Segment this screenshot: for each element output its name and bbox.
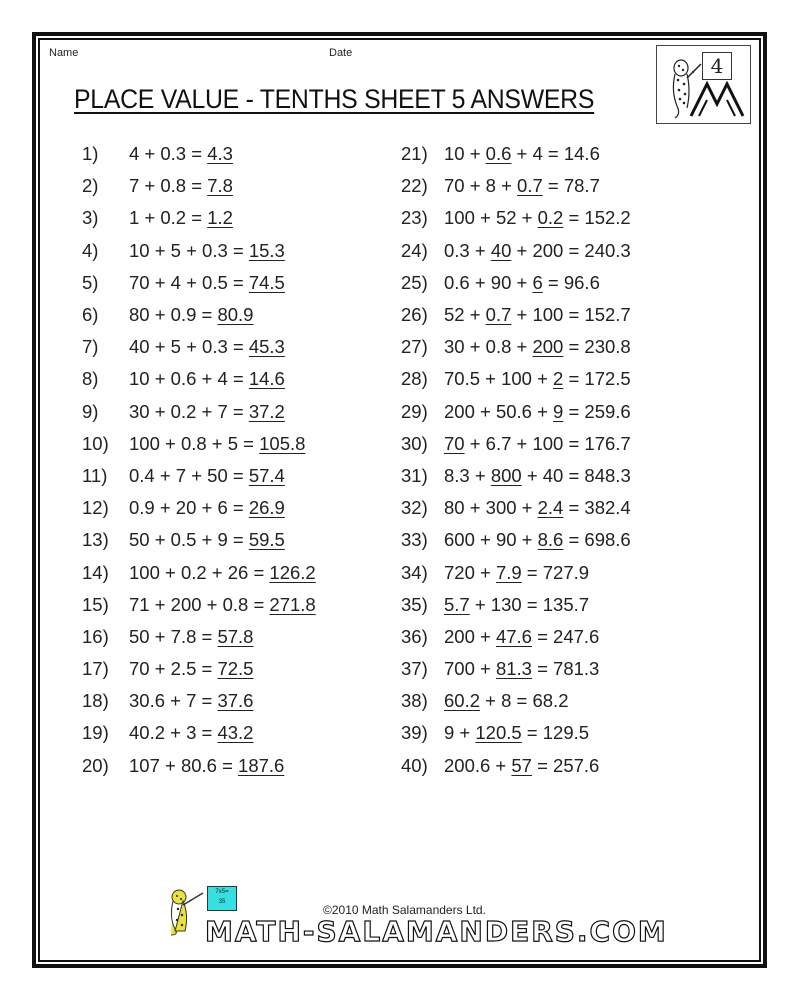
problem-number: 17) (82, 658, 109, 680)
problem-row (401, 299, 631, 331)
equation-post: = 152.2 (563, 207, 631, 229)
equation (129, 336, 285, 358)
answer-value: 120.5 (475, 722, 522, 744)
answer-value: 14.6 (248, 368, 285, 390)
problem-row (82, 138, 316, 170)
equation-pre: 30.6 + 7 = (129, 690, 218, 712)
equation-pre: 100 + 0.8 + 5 = (129, 432, 260, 454)
equation-post: = 259.6 (563, 400, 631, 422)
salamander-mascot-icon (165, 887, 205, 937)
equation-pre: 9 + (444, 722, 476, 744)
answer-value: 2 (553, 368, 564, 390)
equation-pre: 720 + (444, 561, 496, 583)
equation-post: = 230.8 (563, 336, 631, 358)
equation-post: + 130 = 135.7 (469, 593, 590, 615)
problem-number: 29) (401, 400, 428, 422)
equation (444, 368, 631, 390)
equation-post: = 172.5 (563, 368, 631, 390)
equation-pre: 30 + 0.8 + (444, 336, 533, 358)
problem-row (82, 363, 316, 395)
equation-pre: 10 + 0.6 + 4 = (129, 368, 249, 390)
problem-number: 10) (82, 432, 109, 454)
answer-value: 0.6 (485, 143, 512, 165)
problem-number: 21) (401, 143, 428, 165)
answer-value: 26.9 (248, 497, 285, 519)
problem-number: 27) (401, 336, 428, 358)
problem-number: 7) (82, 336, 99, 358)
problem-number: 34) (401, 561, 428, 583)
equation (444, 207, 631, 229)
equation (444, 497, 631, 519)
problem-number: 5) (82, 271, 99, 293)
equation-pre: 70 + 2.5 = (129, 658, 218, 680)
problem-number: 14) (82, 561, 109, 583)
equation (129, 368, 285, 390)
problem-row (401, 653, 631, 685)
equation-post: + 8 = 68.2 (480, 690, 569, 712)
equation-post: = 78.7 (542, 175, 600, 197)
problem-number: 11) (82, 464, 108, 486)
equation (129, 465, 285, 487)
problem-row (82, 653, 316, 685)
problem-number: 9) (82, 400, 99, 422)
equation (129, 626, 253, 648)
equation-pre: 700 + (444, 658, 496, 680)
problem-row (401, 235, 631, 267)
equation (129, 690, 253, 712)
answer-value: 72.5 (217, 658, 254, 680)
equation-post: + 4 = 14.6 (511, 143, 600, 165)
answer-value: 57.4 (248, 464, 285, 486)
problem-row (401, 492, 631, 524)
answer-value: 271.8 (269, 593, 316, 615)
answer-value: 800 (490, 464, 522, 486)
problem-number: 4) (82, 239, 99, 261)
footer-chalkboard (207, 886, 237, 911)
problem-row (82, 396, 316, 428)
answer-value: 8.6 (537, 529, 564, 551)
problem-number: 32) (401, 497, 428, 519)
answer-value: 6 (532, 271, 543, 293)
equation (444, 272, 600, 294)
equation-pre: 70 + 4 + 0.5 = (129, 271, 249, 293)
site-logo-text: MATH-SALAMANDERS.COM (205, 915, 668, 948)
equation-post: + 100 = 152.7 (511, 304, 631, 326)
answer-value: 59.5 (248, 529, 285, 551)
problem-row (82, 170, 316, 202)
equation (129, 755, 284, 777)
salamander-logo (656, 45, 751, 124)
equation (444, 433, 631, 455)
equation (444, 304, 631, 326)
problem-number: 30) (401, 432, 428, 454)
problem-number: 20) (82, 754, 109, 776)
problem-number: 33) (401, 529, 428, 551)
problem-row (401, 202, 631, 234)
equation-pre: 10 + 5 + 0.3 = (129, 239, 249, 261)
answer-value: 57.8 (217, 625, 254, 647)
equation-post: = 698.6 (563, 529, 631, 551)
equation (444, 336, 631, 358)
equation-pre: 80 + 0.9 = (129, 304, 218, 326)
equation (444, 626, 599, 648)
equation-pre: 100 + 0.2 + 26 = (129, 561, 270, 583)
equation-pre: 80 + 300 + (444, 497, 538, 519)
equation-post: + 40 = 848.3 (521, 464, 631, 486)
equation-post: = 96.6 (542, 271, 600, 293)
problem-row (82, 202, 316, 234)
problem-row (82, 267, 316, 299)
equation-post: = 257.6 (531, 754, 600, 776)
answer-value: 0.7 (517, 175, 543, 197)
answer-value: 0.7 (485, 304, 512, 326)
equation-pre: 10 + (444, 143, 486, 165)
answer-value: 4.3 (207, 143, 233, 165)
answer-value: 57 (511, 754, 532, 776)
problem-number: 13) (82, 529, 109, 551)
problem-row (401, 428, 631, 460)
equation (129, 401, 285, 423)
answer-value: 81.3 (495, 658, 532, 680)
answer-value: 43.2 (217, 722, 254, 744)
equation-pre: 52 + (444, 304, 486, 326)
problem-number: 2) (82, 175, 99, 197)
equation-pre: 40.2 + 3 = (129, 722, 218, 744)
problem-number: 26) (401, 304, 428, 326)
equation-pre: 70.5 + 100 + (444, 368, 554, 390)
equation (444, 465, 631, 487)
problem-number: 3) (82, 207, 99, 229)
equation (129, 207, 233, 229)
answer-value: 60.2 (444, 690, 481, 712)
equation-pre: 4 + 0.3 = (129, 143, 208, 165)
equation (129, 562, 316, 584)
equation-pre: 0.9 + 20 + 6 = (129, 497, 249, 519)
answer-value: 1.2 (207, 207, 233, 229)
problem-row (401, 556, 631, 588)
equation (129, 175, 233, 197)
equation-pre: 200 + (444, 625, 496, 647)
problem-number: 15) (82, 593, 109, 615)
problem-number: 23) (401, 207, 428, 229)
board-text-line-2: 35 (218, 899, 226, 905)
answer-value: 2.4 (537, 497, 564, 519)
problem-number: 22) (401, 175, 428, 197)
problem-row (401, 267, 631, 299)
equation (444, 594, 589, 616)
equation-post: = 129.5 (521, 722, 590, 744)
equation-pre: 40 + 5 + 0.3 = (129, 336, 249, 358)
name-label: Name (49, 47, 79, 59)
problem-row (401, 717, 631, 749)
answer-value: 40 (490, 239, 512, 261)
equation (444, 755, 599, 777)
equation-pre: 50 + 0.5 + 9 = (129, 529, 249, 551)
problem-row (401, 396, 631, 428)
equation-post: = 247.6 (531, 625, 600, 647)
equation-pre: 200.6 + (444, 754, 512, 776)
equation (129, 143, 233, 165)
equation-pre: 7 + 0.8 = (129, 175, 208, 197)
equation (444, 143, 600, 165)
date-label: Date (329, 47, 353, 59)
answer-value: 7.8 (207, 175, 233, 197)
equation (129, 594, 316, 616)
problem-number: 24) (401, 239, 428, 261)
equation (444, 529, 631, 551)
answer-value: 37.6 (217, 690, 254, 712)
problem-row (82, 331, 316, 363)
problem-number: 39) (401, 722, 428, 744)
problem-number: 25) (401, 271, 428, 293)
equation-pre: 0.6 + 90 + (444, 271, 533, 293)
answer-value: 37.2 (248, 400, 285, 422)
copyright-text: ©2010 Math Salamanders Ltd. (323, 903, 486, 917)
equation (129, 433, 305, 455)
problem-row (401, 524, 631, 556)
problem-row (401, 685, 631, 717)
equation-post: = 781.3 (531, 658, 600, 680)
problem-number: 36) (401, 625, 428, 647)
problem-number: 31) (401, 464, 428, 486)
problem-row (401, 170, 631, 202)
problem-row (82, 589, 316, 621)
answer-value: 70 (444, 432, 465, 454)
equation-pre: 70 + 8 + (444, 175, 518, 197)
problem-row (82, 556, 316, 588)
equation-pre: 100 + 52 + (444, 207, 538, 229)
problem-row (401, 750, 631, 782)
equation (129, 529, 285, 551)
equation (444, 175, 600, 197)
answer-value: 15.3 (248, 239, 285, 261)
equation (444, 240, 631, 262)
answer-value: 47.6 (495, 625, 532, 647)
equation (444, 562, 589, 584)
answer-value: 7.9 (495, 561, 522, 583)
problem-row (401, 621, 631, 653)
equation-pre: 71 + 200 + 0.8 = (129, 593, 270, 615)
answers-left-column (82, 138, 316, 782)
equation-post: = 382.4 (563, 497, 631, 519)
equation (444, 690, 568, 712)
problem-row (82, 750, 316, 782)
board-text-line-1: 7x5= (215, 889, 229, 895)
equation-post: + 200 = 240.3 (511, 239, 631, 261)
equation-pre: 8.3 + (444, 464, 491, 486)
problem-number: 16) (82, 625, 109, 647)
answer-value: 80.9 (217, 304, 254, 326)
problem-number: 28) (401, 368, 428, 390)
page-title: PLACE VALUE - TENTHS SHEET 5 ANSWERS (74, 84, 595, 114)
problem-number: 8) (82, 368, 99, 390)
equation (129, 304, 253, 326)
equation (444, 658, 599, 680)
equation-post: = 727.9 (521, 561, 590, 583)
equation-pre: 200 + 50.6 + (444, 400, 554, 422)
problem-number: 1) (82, 143, 99, 165)
equation (444, 401, 631, 423)
problem-row (82, 717, 316, 749)
problem-row (82, 428, 316, 460)
problem-row (401, 460, 631, 492)
equation-pre: 0.4 + 7 + 50 = (129, 464, 249, 486)
equation (129, 272, 285, 294)
problem-number: 12) (82, 497, 109, 519)
problem-number: 37) (401, 658, 428, 680)
problem-number: 38) (401, 690, 428, 712)
equation-pre: 0.3 + (444, 239, 491, 261)
equation (444, 722, 589, 744)
problem-number: 6) (82, 304, 99, 326)
answer-value: 0.2 (537, 207, 564, 229)
problem-number: 18) (82, 690, 109, 712)
equation-pre: 50 + 7.8 = (129, 625, 218, 647)
problem-row (82, 299, 316, 331)
equation-pre: 1 + 0.2 = (129, 207, 208, 229)
grade-board: 4 (702, 52, 732, 80)
problem-row (401, 589, 631, 621)
problem-row (82, 235, 316, 267)
answers-right-column (401, 138, 631, 782)
problem-row (82, 621, 316, 653)
equation-post: + 6.7 + 100 = 176.7 (464, 432, 631, 454)
problem-number: 35) (401, 593, 428, 615)
equation (129, 240, 285, 262)
problem-number: 19) (82, 722, 109, 744)
equation (129, 497, 285, 519)
equation-pre: 107 + 80.6 = (129, 754, 239, 776)
equation-pre: 600 + 90 + (444, 529, 538, 551)
answer-value: 126.2 (269, 561, 316, 583)
answer-value: 187.6 (238, 754, 285, 776)
problem-row (82, 460, 316, 492)
equation (129, 658, 253, 680)
problem-row (401, 138, 631, 170)
answer-value: 5.7 (444, 593, 470, 615)
problem-row (401, 331, 631, 363)
answer-value: 45.3 (248, 336, 285, 358)
problem-row (401, 363, 631, 395)
equation-pre: 30 + 0.2 + 7 = (129, 400, 249, 422)
equation (129, 722, 253, 744)
problem-row (82, 492, 316, 524)
problem-row (82, 524, 316, 556)
answer-value: 105.8 (259, 432, 306, 454)
answer-value: 9 (553, 400, 564, 422)
problem-number: 40) (401, 754, 428, 776)
answer-value: 74.5 (248, 271, 285, 293)
answer-value: 200 (532, 336, 564, 358)
problem-row (82, 685, 316, 717)
